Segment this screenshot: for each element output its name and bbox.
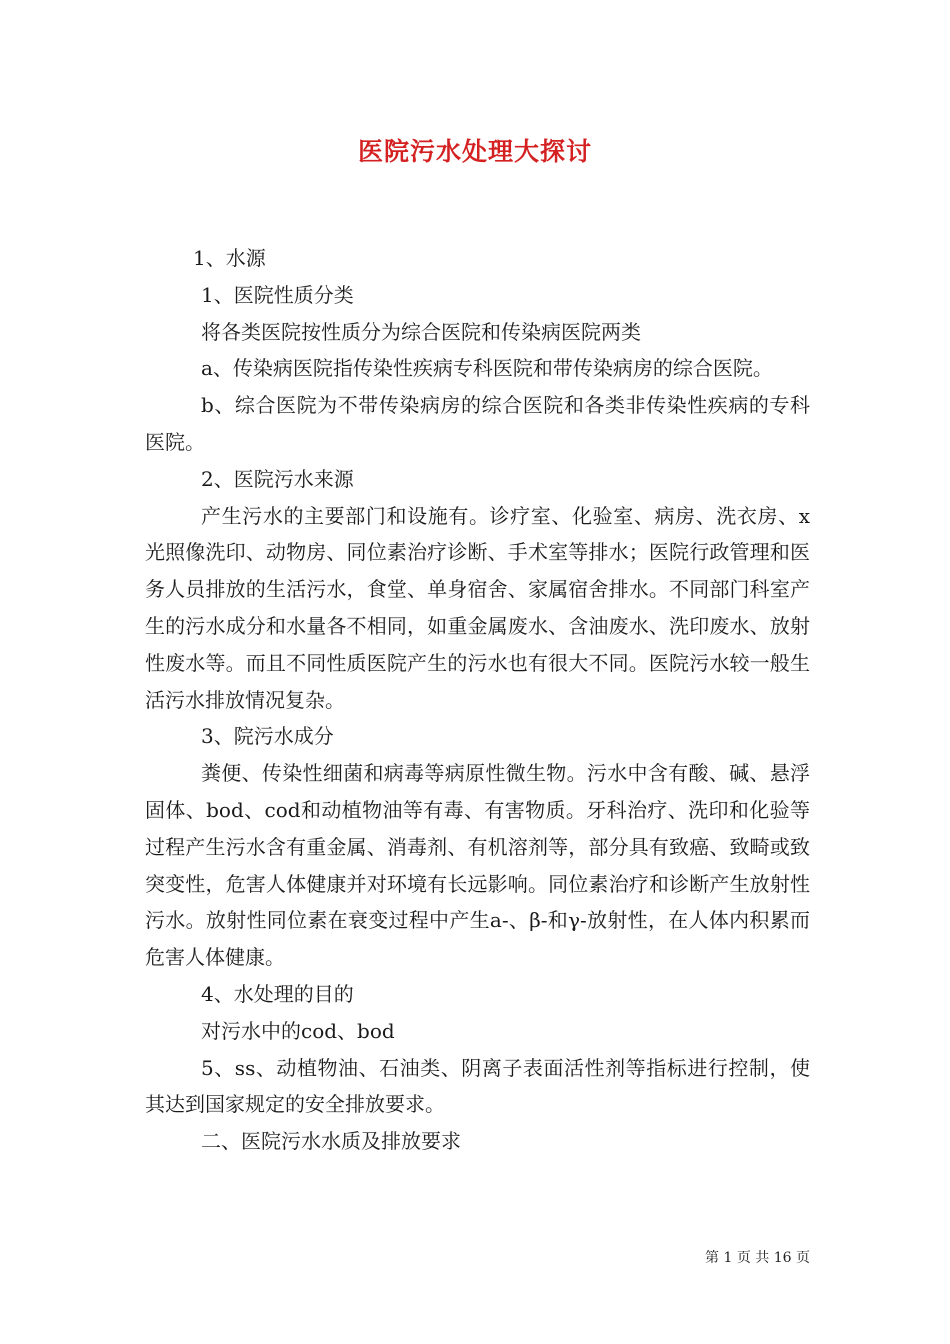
paragraph: 3、院污水成分 [201, 724, 334, 749]
paragraph: 5、ss、动植物油、石油类、阴离子表面活性剂等指标进行控制，使其达到国家规定的安全排放要求。 [145, 1055, 810, 1117]
paragraph: 对污水中的cod、bod [201, 1018, 395, 1043]
paragraph: b、综合医院为不带传染病房的综合医院和各类非传染性疾病的专科医院。 [145, 393, 810, 454]
paragraph: 2、医院污水来源 [201, 466, 354, 491]
paragraph: 二、医院污水水质及排放要求 [201, 1129, 461, 1154]
paragraph: 产生污水的主要部门和设施有。诊疗室、化验室、病房、洗衣房、x光照像洗印、动物房、同位素治疗诊断、手术室等排水；医院行政管理和医务人员排放的生活污水，食堂、单身宿舍、家属宿舍排水。不同部门科室产生的污水成分和水量各不相同，如重金属废水、含油废水、洗印废水、放射性废水等。而且不同性质医院产生的污水也有很大不同。医院污水较一般生活污水排放情况复杂。 [145, 503, 810, 712]
paragraph: 粪便、传染性细菌和病毒等病原性微生物。污水中含有酸、碱、悬浮固体、bod、cod和动植物油等有毒、有害物质。牙科治疗、洗印和化验等过程产生污水含有重金属、消毒剂、有机溶剂等，部分具有致癌、致畸或致突变性，危害人体健康并对环境有长远影响。同位素治疗和诊断产生放射性污水。放射性同位素在衰变过程中产生a-、β-和γ-放射性，在人体内积累而危害人体健康。 [145, 761, 810, 970]
document-body [145, 240, 810, 1160]
paragraph: 1、水源 [193, 246, 266, 270]
paragraph: 1、医院性质分类 [201, 282, 354, 307]
paragraph: 将各类医院按性质分为综合医院和传染病医院两类 [201, 319, 641, 344]
paragraph: 4、水处理的目的 [201, 981, 354, 1006]
page-title: 医院污水处理大探讨 [357, 137, 592, 166]
page-number: 第 1 页 共 16 页 [705, 1250, 810, 1266]
paragraph: a、传染病医院指传染性疾病专科医院和带传染病房的综合医院。 [201, 356, 773, 381]
